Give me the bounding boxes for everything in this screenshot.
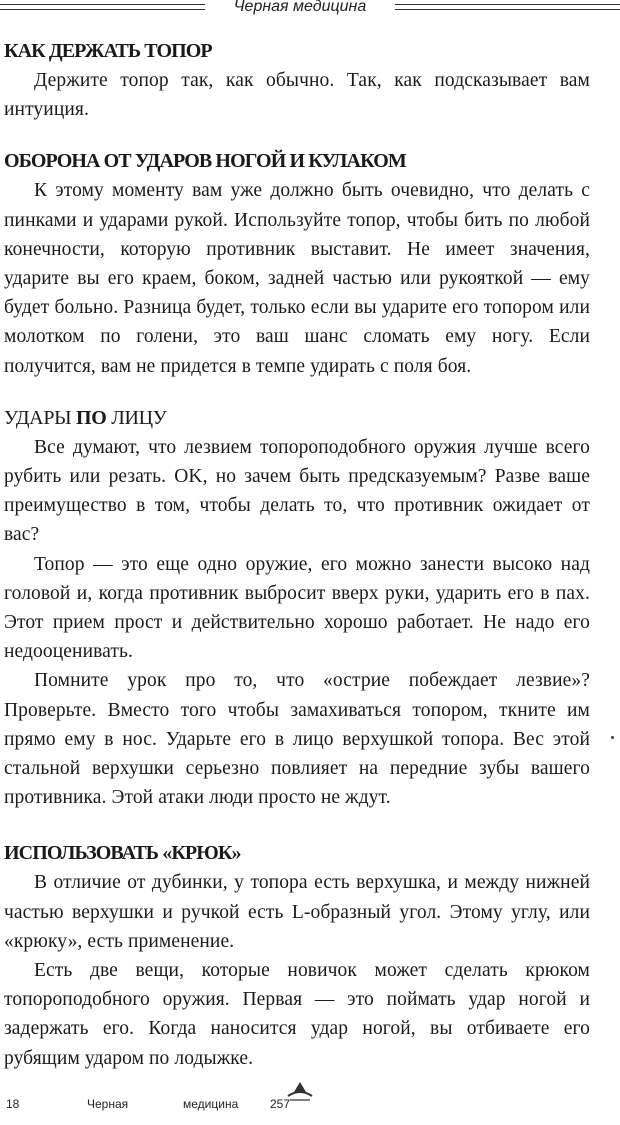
running-header [0, 0, 620, 22]
heading-part: УДАРЫ [4, 406, 76, 429]
paragraph: Держите топор так, как обычно. Так, как подсказывает вам интуиция. [4, 70, 590, 121]
paragraph: Есть две вещи, которые новичок может сделать крюком топороподобного оружия. Первая — это поймать удар ногой и задержать его. Когда наносится удар ногой, вы отбиваете его рубящим ударом по лодыжке. [4, 960, 590, 1069]
section-heading-hook: ИСПОЛЬЗОВАТЬ «КРЮК» [4, 842, 241, 865]
footer-word: медицина [183, 1097, 239, 1111]
header-rule [0, 9, 205, 10]
paragraph: Помните урок про то, что «острие побеждает лезвие»? Проверьте. Вместо того чтобы замахиваться топором, ткните им прямо ему в нос. Ударьте его в лицо верхушкой топора. Вес этой стальной верхушки серьезно повлияет на передние зубы вашего противника. Этой атаки люди просто не ждут. [4, 670, 590, 809]
section-heading-hold-axe: КАК ДЕРЖАТЬ ТОПОР [4, 40, 212, 62]
paragraph: Топор — это еще одно оружие, его можно занести высоко над головой и, когда противник выбросит вверх руки, ударить его в пах. Этот прием прост и действительно хорошо работает. Не надо его недооценивать. [4, 553, 590, 663]
page-number: 257 [270, 1097, 291, 1111]
spacer [4, 812, 590, 838]
paragraph: К этому моменту вам уже должно быть очевидно, что делать с пинками и ударами рукой. Используйте топор, чтобы бить по любой конечности, которую противник выставит. Не имеет значения, ударите вы его краем, боком, задней частью или рукояткой — ему будет больно. Разница будет, только если вы ударите его топором или молотком по голени, это ваш шанс сломать ему ногу. Если получится, вам не придется в темпе удирать с поля боя. [4, 180, 590, 377]
footer-left-number: 18 [6, 1097, 20, 1111]
header-title: Черная медицина [233, 0, 367, 15]
heading-part: ПО [76, 406, 107, 429]
header-rule [0, 4, 205, 5]
spacer [4, 124, 590, 146]
page-footer [0, 1094, 620, 1124]
header-rule [395, 9, 620, 10]
paragraph: Все думают, что лезвием топороподобного оружия лучше всего рубить или резать. OK, но зачем быть предсказуемым? Разве ваше преимущество в том, чтобы делать то, что противник ожидает от вас? [4, 436, 590, 546]
page-body [4, 36, 590, 1073]
paragraph: В отличие от дубинки, у топора есть верхушка, и между нижней частью верхушки и ручкой есть L-образный угол. Этому углу, или «крюку», есть применение. [4, 872, 590, 952]
spacer [4, 381, 590, 403]
header-rule [395, 4, 620, 5]
print-speck [611, 736, 614, 739]
heading-part: ЛИЦУ [106, 406, 167, 429]
section-heading-face-strikes [4, 403, 590, 433]
section-heading-defense: ОБОРОНА ОТ УДАРОВ НОГОЙ И КУЛАКОМ [4, 150, 406, 173]
footer-word: Черная [87, 1097, 129, 1111]
